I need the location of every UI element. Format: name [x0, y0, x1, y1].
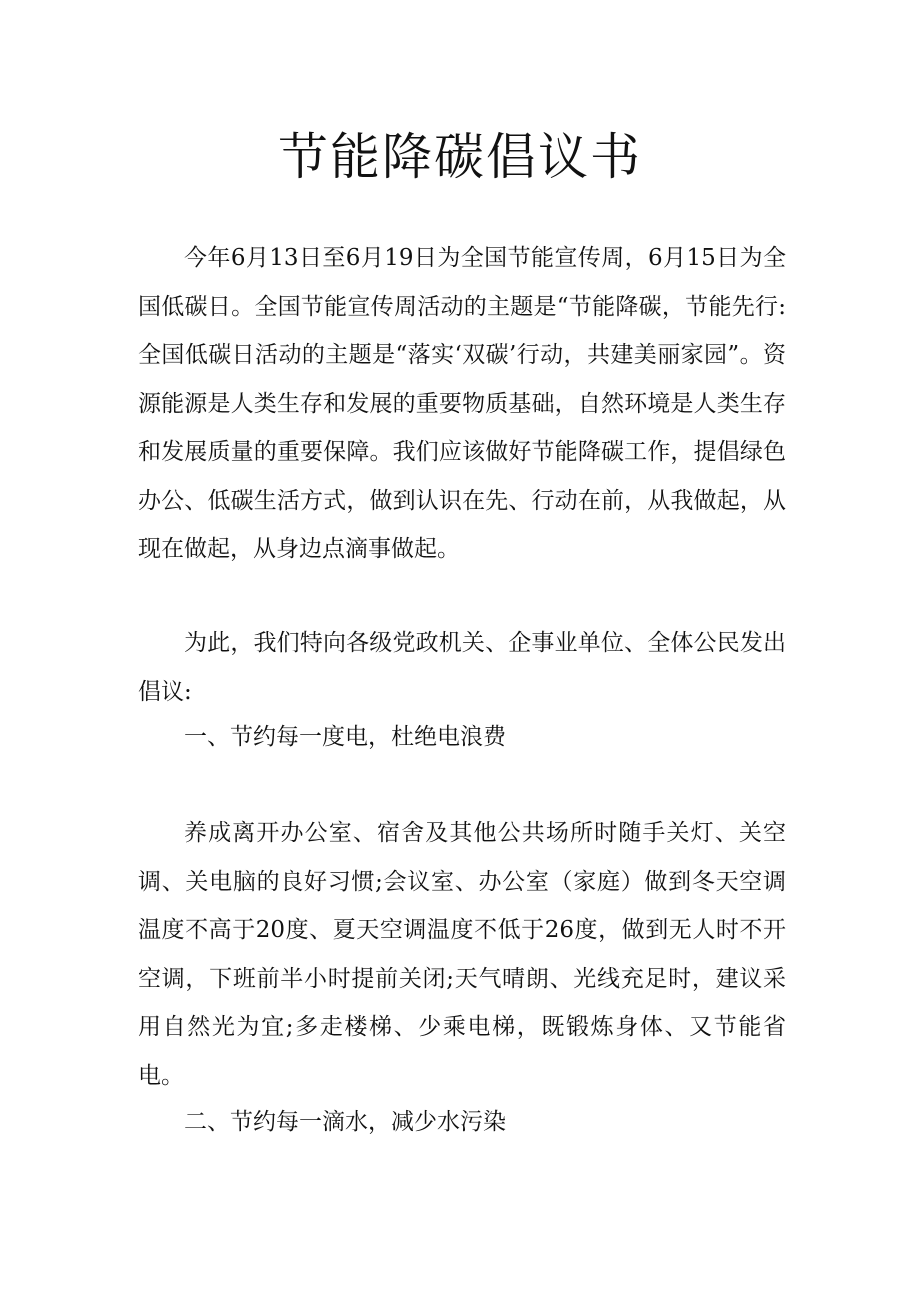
document-title: 节能降碳倡议书: [278, 128, 642, 186]
electricity-paragraph: 养成离开办公室、宿舍及其他公共场所时随手关灯、关空调、关电脑的良好习惯;会议室、办公室（家庭）做到冬天空调温度不高于20度、夏天空调温度不低于26度，做到无人时不开空调，下班前半小时提前关闭;天气晴朗、光线充足时，建议采用自然光为宜;多走楼梯、少乘电梯，既锻炼身体、又节能省电。: [138, 820, 786, 1089]
section-heading-water: 二、节约每一滴水，减少水污染: [184, 1109, 506, 1135]
intro-paragraph: 今年6月13日至6月19日为全国节能宣传周，6月15日为全国低碳日。全国节能宣传周活动的主题是“节能降碳，节能先行:全国低碳日活动的主题是“落实‘双碳’行动，共建美丽家园”。资源能源是人类生存和发展的重要物质基础，自然环境是人类生存和发展质量的重要保障。我们应该做好节能降碳工作，提倡绿色办公、低碳生活方式，做到认识在先、行动在前，从我做起，从现在做起，从身边点滴事做起。: [138, 245, 786, 562]
section-heading-electricity: 一、节约每一度电，杜绝电浪费: [184, 724, 506, 750]
proposal-paragraph: 为此，我们特向各级党政机关、企事业单位、全体公民发出倡议:: [138, 630, 786, 705]
